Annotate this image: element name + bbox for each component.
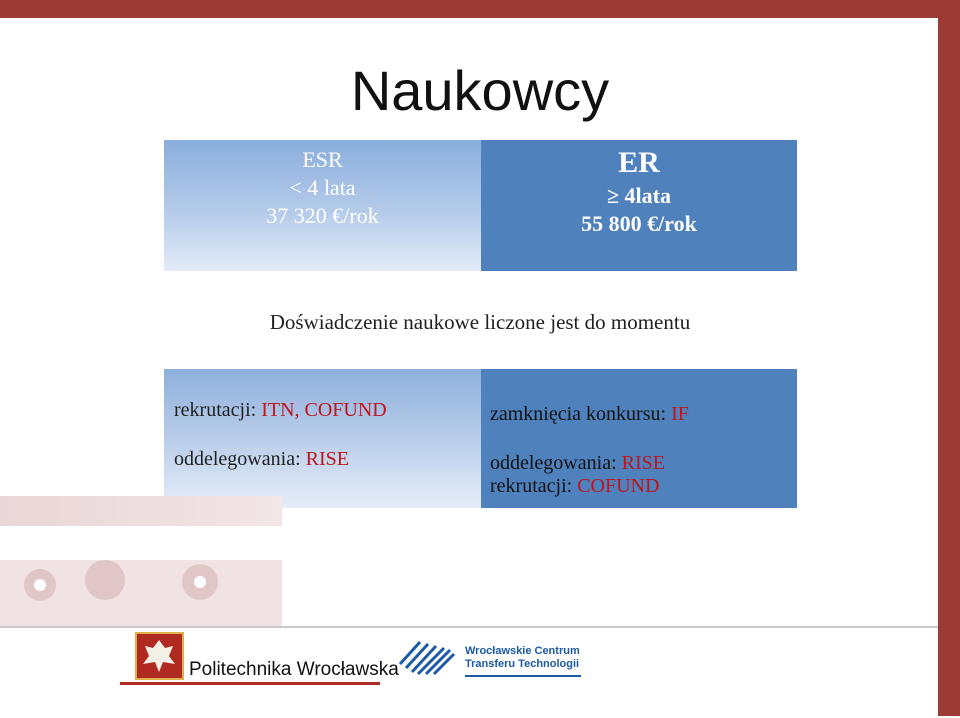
decorative-band: [0, 496, 282, 526]
right-line-2-prefix: oddelegowania:: [490, 452, 622, 474]
wctt-logo-text: [465, 645, 580, 671]
logo-underline: [120, 682, 380, 685]
right-line-3-prefix: rekrutacji:: [490, 475, 578, 497]
recruitment-box-left: [164, 369, 481, 508]
decorative-tree-pattern: [0, 560, 282, 630]
esr-box: [164, 140, 481, 271]
left-line-1-value: ITN, COFUND: [261, 399, 387, 421]
er-age: ≥ 4lata: [606, 183, 671, 208]
recruitment-box-right: [481, 369, 797, 508]
politechnika-logo-text: Politechnika Wrocławska: [189, 659, 399, 680]
right-line-2-value: RISE: [621, 452, 665, 474]
top-decorative-bar: [0, 0, 960, 18]
wctt-logo-icon: [398, 636, 456, 676]
er-label: ER: [618, 146, 660, 179]
wctt-line-1: Wrocławskie Centrum: [465, 645, 580, 657]
wctt-underline: [465, 675, 581, 677]
right-line-2: [490, 452, 797, 475]
left-line-2: [174, 448, 481, 471]
er-box: [481, 140, 797, 271]
left-line-1-prefix: rekrutacji:: [174, 399, 262, 421]
right-line-1: [490, 403, 797, 426]
esr-age: < 4 lata: [289, 175, 356, 200]
spacer: [174, 422, 481, 448]
esr-label: ESR: [302, 147, 343, 172]
right-line-3: [490, 475, 797, 498]
left-line-2-prefix: oddelegowania:: [174, 448, 306, 470]
right-line-1-value: IF: [671, 403, 689, 425]
left-line-2-value: RISE: [305, 448, 349, 470]
experience-text: Doświadczenie naukowe liczone jest do momentu: [269, 310, 691, 334]
left-line-1: [174, 399, 481, 422]
spacer: [490, 426, 797, 452]
eagle-crest-icon: [135, 632, 184, 680]
slide-title: Naukowcy: [350, 59, 610, 122]
right-line-1-prefix: zamknięcia konkursu:: [490, 403, 672, 425]
wctt-line-2: Transferu Technologii: [465, 658, 580, 670]
esr-salary: 37 320 €/rok: [266, 203, 379, 228]
right-line-3-value: COFUND: [577, 475, 660, 497]
er-salary: 55 800 €/rok: [581, 211, 697, 236]
